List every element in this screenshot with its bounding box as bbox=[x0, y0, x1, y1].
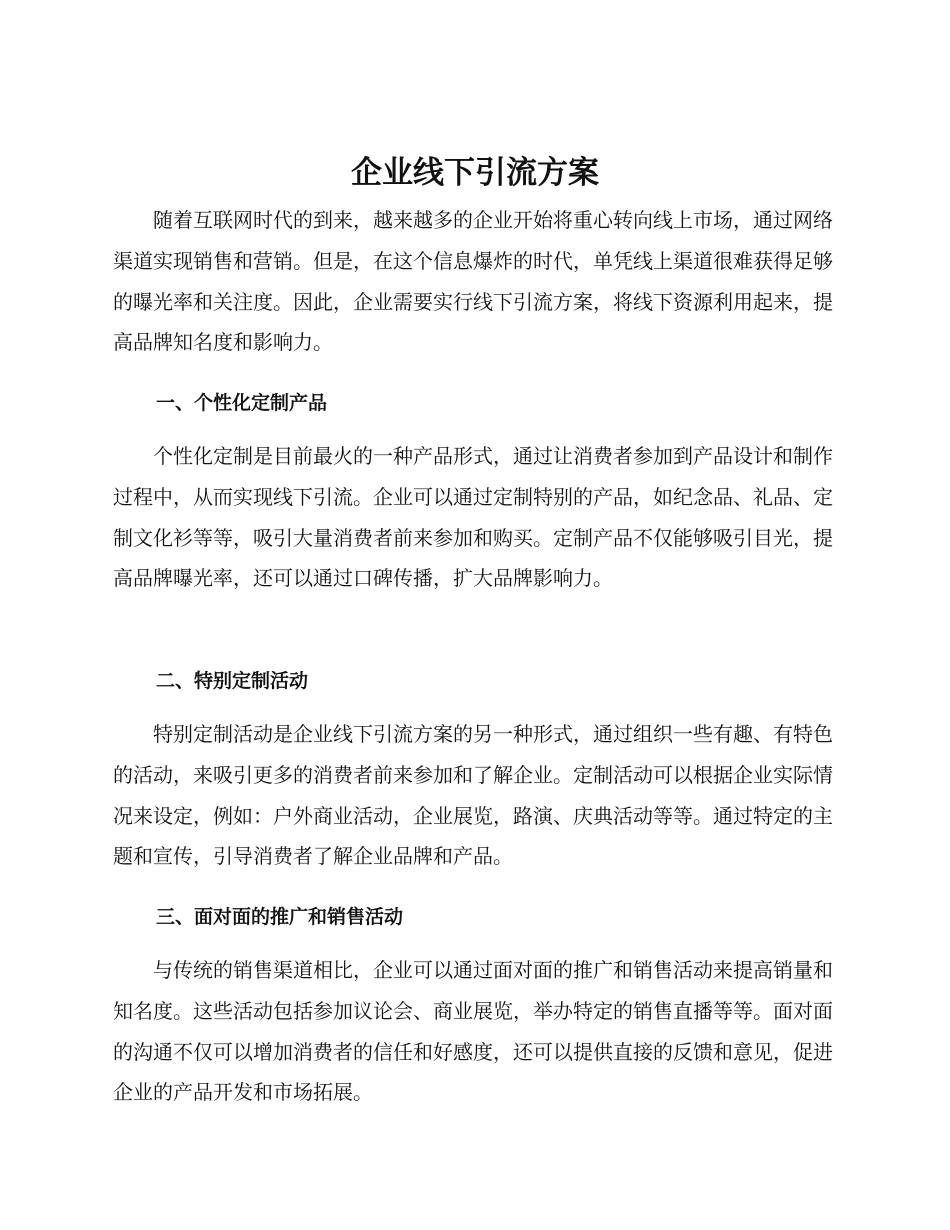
section-body-3: 与传统的销售渠道相比，企业可以通过面对面的推广和销售活动来提高销量和知名度。这些活动包括参加议论会、商业展览，举办特定的销售直播等等。面对面的沟通不仅可以增加消费者的信任和好感度，还可以提供直接的反馈和意见，促进企业的产品开发和市场拓展。 bbox=[113, 958, 833, 1105]
section-body-2: 特别定制活动是企业线下引流方案的另一种形式，通过组织一些有趣、有特色的活动，来吸引更多的消费者前来参加和了解企业。定制活动可以根据企业实际情况来设定，例如：户外商业活动，企业展览，路演、庆典活动等等。通过特定的主题和宣传，引导消费者了解企业品牌和产品。 bbox=[113, 722, 833, 869]
document-title: 企业线下引流方案 bbox=[351, 155, 599, 191]
section-heading-3: 三、面对面的推广和销售活动 bbox=[156, 906, 404, 928]
section-body-1: 个性化定制是目前最火的一种产品形式，通过让消费者参加到产品设计和制作过程中，从而实现线下引流。企业可以通过定制特别的产品，如纪念品、礼品、定制文化衫等等，吸引大量消费者前来参加和购买。定制产品不仅能够吸引目光，提高品牌曝光率，还可以通过口碑传播，扩大品牌影响力。 bbox=[113, 444, 833, 591]
section-heading-2: 二、特别定制活动 bbox=[156, 670, 309, 692]
section-heading-1: 一、个性化定制产品 bbox=[156, 392, 328, 414]
intro-paragraph: 随着互联网时代的到来，越来越多的企业开始将重心转向线上市场，通过网络渠道实现销售和营销。但是，在这个信息爆炸的时代，单凭线上渠道很难获得足够的曝光率和关注度。因此，企业需要实行线下引流方案，将线下资源利用起来，提高品牌知名度和影响力。 bbox=[113, 208, 833, 355]
